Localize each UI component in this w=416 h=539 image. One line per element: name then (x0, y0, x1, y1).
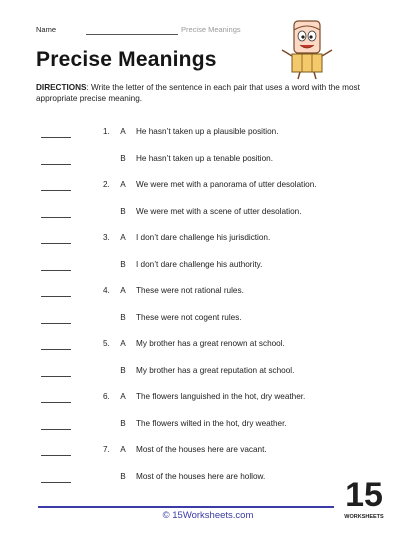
option-sentence: We were met with a scene of utter desolation. (136, 206, 302, 216)
directions-label: DIRECTIONS (36, 83, 87, 92)
pencil-mascot-icon (278, 18, 336, 80)
answer-blank[interactable] (41, 137, 71, 138)
option-sentence: These were not cogent rules. (136, 312, 242, 322)
question-2-option-a (0, 180, 416, 194)
question-3-option-a (0, 233, 416, 247)
option-letter: A (120, 180, 126, 189)
option-letter: B (120, 312, 126, 322)
logo-number: 15 (345, 476, 383, 514)
option-letter: B (120, 259, 126, 269)
answer-blank[interactable] (41, 296, 71, 297)
question-number: 2. (103, 180, 110, 189)
option-sentence: These were not rational rules. (136, 286, 244, 295)
answer-blank[interactable] (41, 164, 71, 165)
question-6-option-b (0, 419, 416, 433)
option-letter: A (120, 233, 126, 242)
header-subtitle: Precise Meanings (181, 25, 241, 34)
option-letter: A (120, 339, 126, 348)
footer-link[interactable]: © 15Worksheets.com (162, 510, 254, 521)
question-3-option-b (0, 260, 416, 274)
answer-blank[interactable] (41, 243, 71, 244)
option-sentence: He hasn’t taken up a plausible position. (136, 127, 279, 136)
question-4-option-b (0, 313, 416, 327)
option-letter: B (120, 365, 126, 375)
name-label: Name (36, 25, 57, 34)
question-number: 3. (103, 233, 110, 242)
answer-blank[interactable] (41, 429, 71, 430)
option-sentence: The flowers wilted in the hot, dry weather. (136, 418, 287, 428)
answer-blank[interactable] (41, 482, 71, 483)
footer-divider (38, 506, 334, 508)
question-6-option-a (0, 392, 416, 406)
question-5-option-b (0, 366, 416, 380)
answer-blank[interactable] (41, 376, 71, 377)
option-sentence: I don’t dare challenge his jurisdiction. (136, 233, 271, 242)
option-sentence: Most of the houses here are hollow. (136, 471, 266, 481)
option-letter: A (120, 127, 126, 136)
answer-blank[interactable] (41, 323, 71, 324)
question-1-option-a (0, 127, 416, 141)
option-letter: A (120, 445, 126, 454)
question-number: 4. (103, 286, 110, 295)
option-sentence: We were met with a panorama of utter desolation. (136, 180, 317, 189)
question-number: 7. (103, 445, 110, 454)
directions (36, 82, 376, 104)
question-5-option-a (0, 339, 416, 353)
answer-blank[interactable] (41, 349, 71, 350)
question-number: 6. (103, 392, 110, 401)
option-sentence: He hasn’t taken up a tenable position. (136, 153, 274, 163)
option-sentence: The flowers languished in the hot, dry weather. (136, 392, 306, 401)
logo-subtext: WORKSHEETS (344, 514, 384, 520)
question-7-option-a (0, 445, 416, 459)
question-number: 5. (103, 339, 110, 348)
option-sentence: My brother has a great reputation at school. (136, 365, 295, 375)
option-letter: A (120, 392, 126, 401)
option-sentence: Most of the houses here are vacant. (136, 445, 267, 454)
question-2-option-b (0, 207, 416, 221)
option-sentence: I don’t dare challenge his authority. (136, 259, 263, 269)
question-4-option-a (0, 286, 416, 300)
answer-blank[interactable] (41, 270, 71, 271)
option-letter: A (120, 286, 126, 295)
answer-blank[interactable] (41, 455, 71, 456)
answer-blank[interactable] (41, 402, 71, 403)
answer-blank[interactable] (41, 190, 71, 191)
page-title: Precise Meanings (36, 48, 217, 71)
directions-text: : Write the letter of the sentence in each pair that uses a word with the most appropriate precise meaning. (36, 83, 360, 103)
question-1-option-b (0, 154, 416, 168)
option-letter: B (120, 153, 126, 163)
name-field[interactable] (86, 34, 178, 35)
question-number: 1. (103, 127, 110, 136)
worksheets-logo-icon (344, 468, 384, 524)
option-letter: B (120, 206, 126, 216)
option-sentence: My brother has a great renown at school. (136, 339, 285, 348)
option-letter: B (120, 471, 126, 481)
answer-blank[interactable] (41, 217, 71, 218)
option-letter: B (120, 418, 126, 428)
